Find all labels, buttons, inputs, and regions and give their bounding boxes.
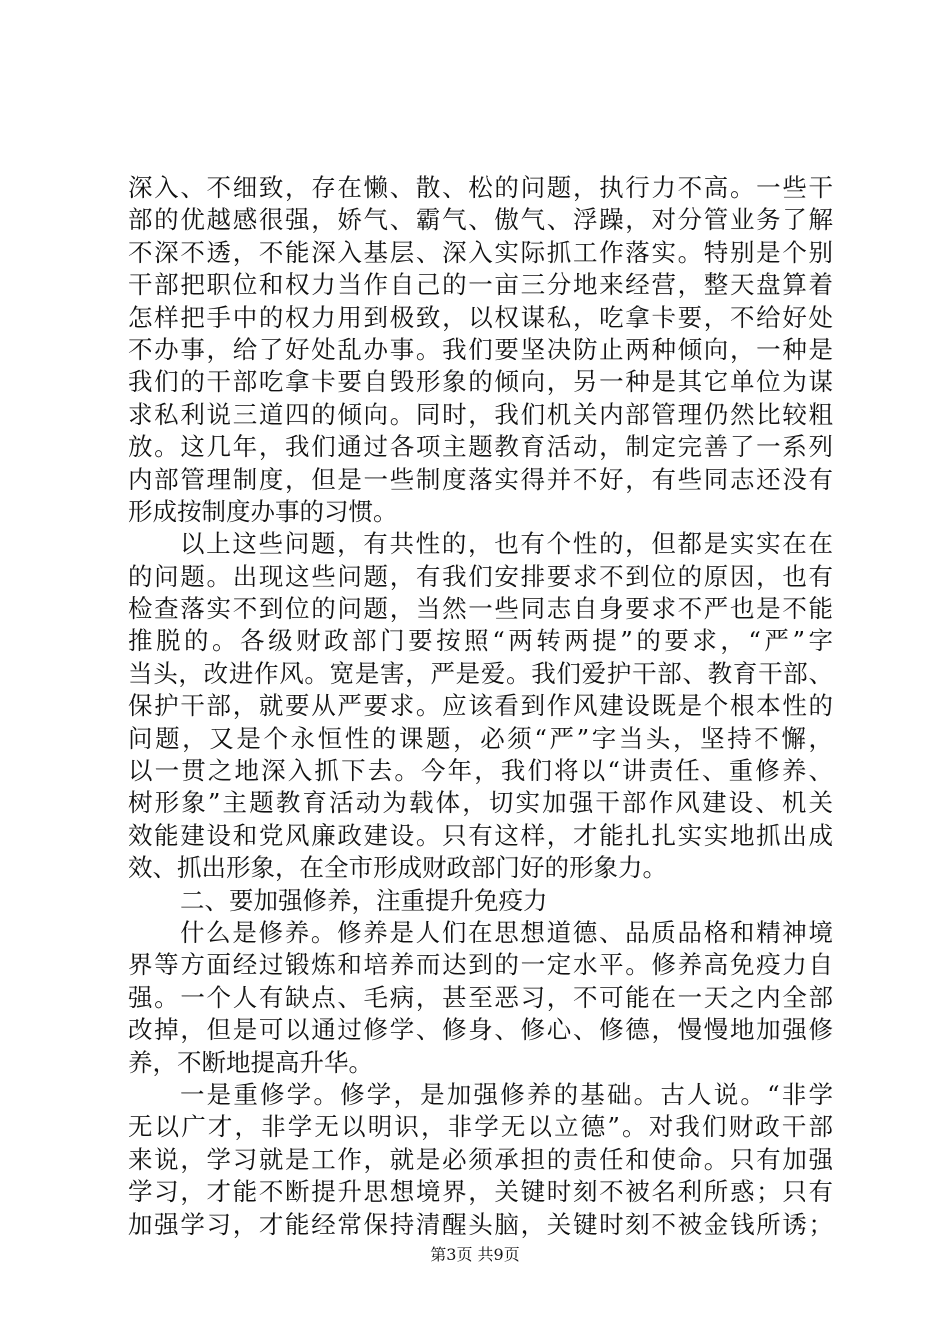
text-line: 养，不断地提高升华。 — [128, 1047, 373, 1077]
text-line: 深入、不细致，存在懒、散、松的问题，执行力不高。一些干 — [128, 173, 833, 202]
text-line: 以一贯之地深入抓下去。今年，我们将以“讲责任、重修养、 — [128, 756, 833, 786]
text-line: 求私利说三道四的倾向。同时，我们机关内部管理仍然比较粗 — [128, 399, 833, 429]
text-line: 推脱的。各级财政部门要按照“两转两提”的要求，“严”字 — [128, 626, 833, 656]
text-line: 什么是修养。修养是人们在思想道德、品质品格和精神境 — [180, 917, 833, 947]
text-line: 界等方面经过锻炼和培养而达到的一定水平。修养高免疫力自 — [128, 950, 833, 980]
text-line: 一是重修学。修学，是加强修养的基础。古人说。“非学 — [180, 1079, 833, 1109]
text-line: 改掉，但是可以通过修学、修身、修心、修德，慢慢地加强修 — [128, 1015, 833, 1045]
text-line: 保护干部，就要从严要求。应该看到作风建设既是个根本性的 — [128, 691, 833, 721]
text-line: 当头，改进作风。宽是害，严是爱。我们爱护干部、教育干部、 — [128, 658, 833, 688]
text-line: 部的优越感很强，娇气、霸气、傲气、浮躁，对分管业务了解 — [128, 205, 833, 235]
text-line: 问题，又是个永恒性的课题，必须“严”字当头，坚持不懈， — [128, 723, 833, 753]
text-line: 的问题。出现这些问题，有我们安排要求不到位的原因，也有 — [128, 561, 833, 591]
text-line: 不深不透，不能深入基层、深入实际抓工作落实。特别是个别 — [128, 237, 833, 267]
text-line: 树形象”主题教育活动为载体，切实加强干部作风建设、机关 — [128, 788, 833, 818]
text-line: 二、要加强修养，注重提升免疫力 — [180, 885, 548, 915]
text-line: 来说，学习就是工作，就是必须承担的责任和使命。只有加强 — [128, 1144, 833, 1174]
page-footer: 第3页 共9页 — [430, 1245, 520, 1264]
text-line: 加强学习，才能经常保持清醒头脑，关键时刻不被金钱所诱； — [128, 1209, 833, 1239]
text-line: 以上这些问题，有共性的，也有个性的，但都是实实在在 — [180, 529, 833, 559]
text-line: 我们的干部吃拿卡要自毁形象的倾向，另一种是其它单位为谋 — [128, 367, 833, 397]
text-line: 强。一个人有缺点、毛病，甚至恶习，不可能在一天之内全部 — [128, 982, 833, 1012]
text-line: 内部管理制度，但是一些制度落实得并不好，有些同志还没有 — [128, 464, 833, 494]
text-line: 不办事，给了好处乱办事。我们要坚决防止两种倾向，一种是 — [128, 334, 833, 364]
text-line: 学习，才能不断提升思想境界，关键时刻不被名利所惑；只有 — [128, 1177, 833, 1207]
text-line: 怎样把手中的权力用到极致，以权谋私，吃拿卡要，不给好处 — [128, 302, 833, 332]
text-line: 干部把职位和权力当作自己的一亩三分地来经营，整天盘算着 — [128, 270, 833, 300]
text-line: 检查落实不到位的问题，当然一些同志自身要求不严也是不能 — [128, 594, 833, 624]
text-line: 效能建设和党风廉政建设。只有这样，才能扎扎实实地抓出成 — [128, 820, 833, 850]
text-line: 形成按制度办事的习惯。 — [128, 496, 398, 526]
text-line: 无以广才，非学无以明识，非学无以立德”。对我们财政干部 — [128, 1112, 833, 1142]
body-text — [128, 172, 833, 1241]
text-line: 放。这几年，我们通过各项主题教育活动，制定完善了一系列 — [128, 432, 833, 462]
text-line: 效、抓出形象，在全市形成财政部门好的形象力。 — [128, 853, 667, 883]
